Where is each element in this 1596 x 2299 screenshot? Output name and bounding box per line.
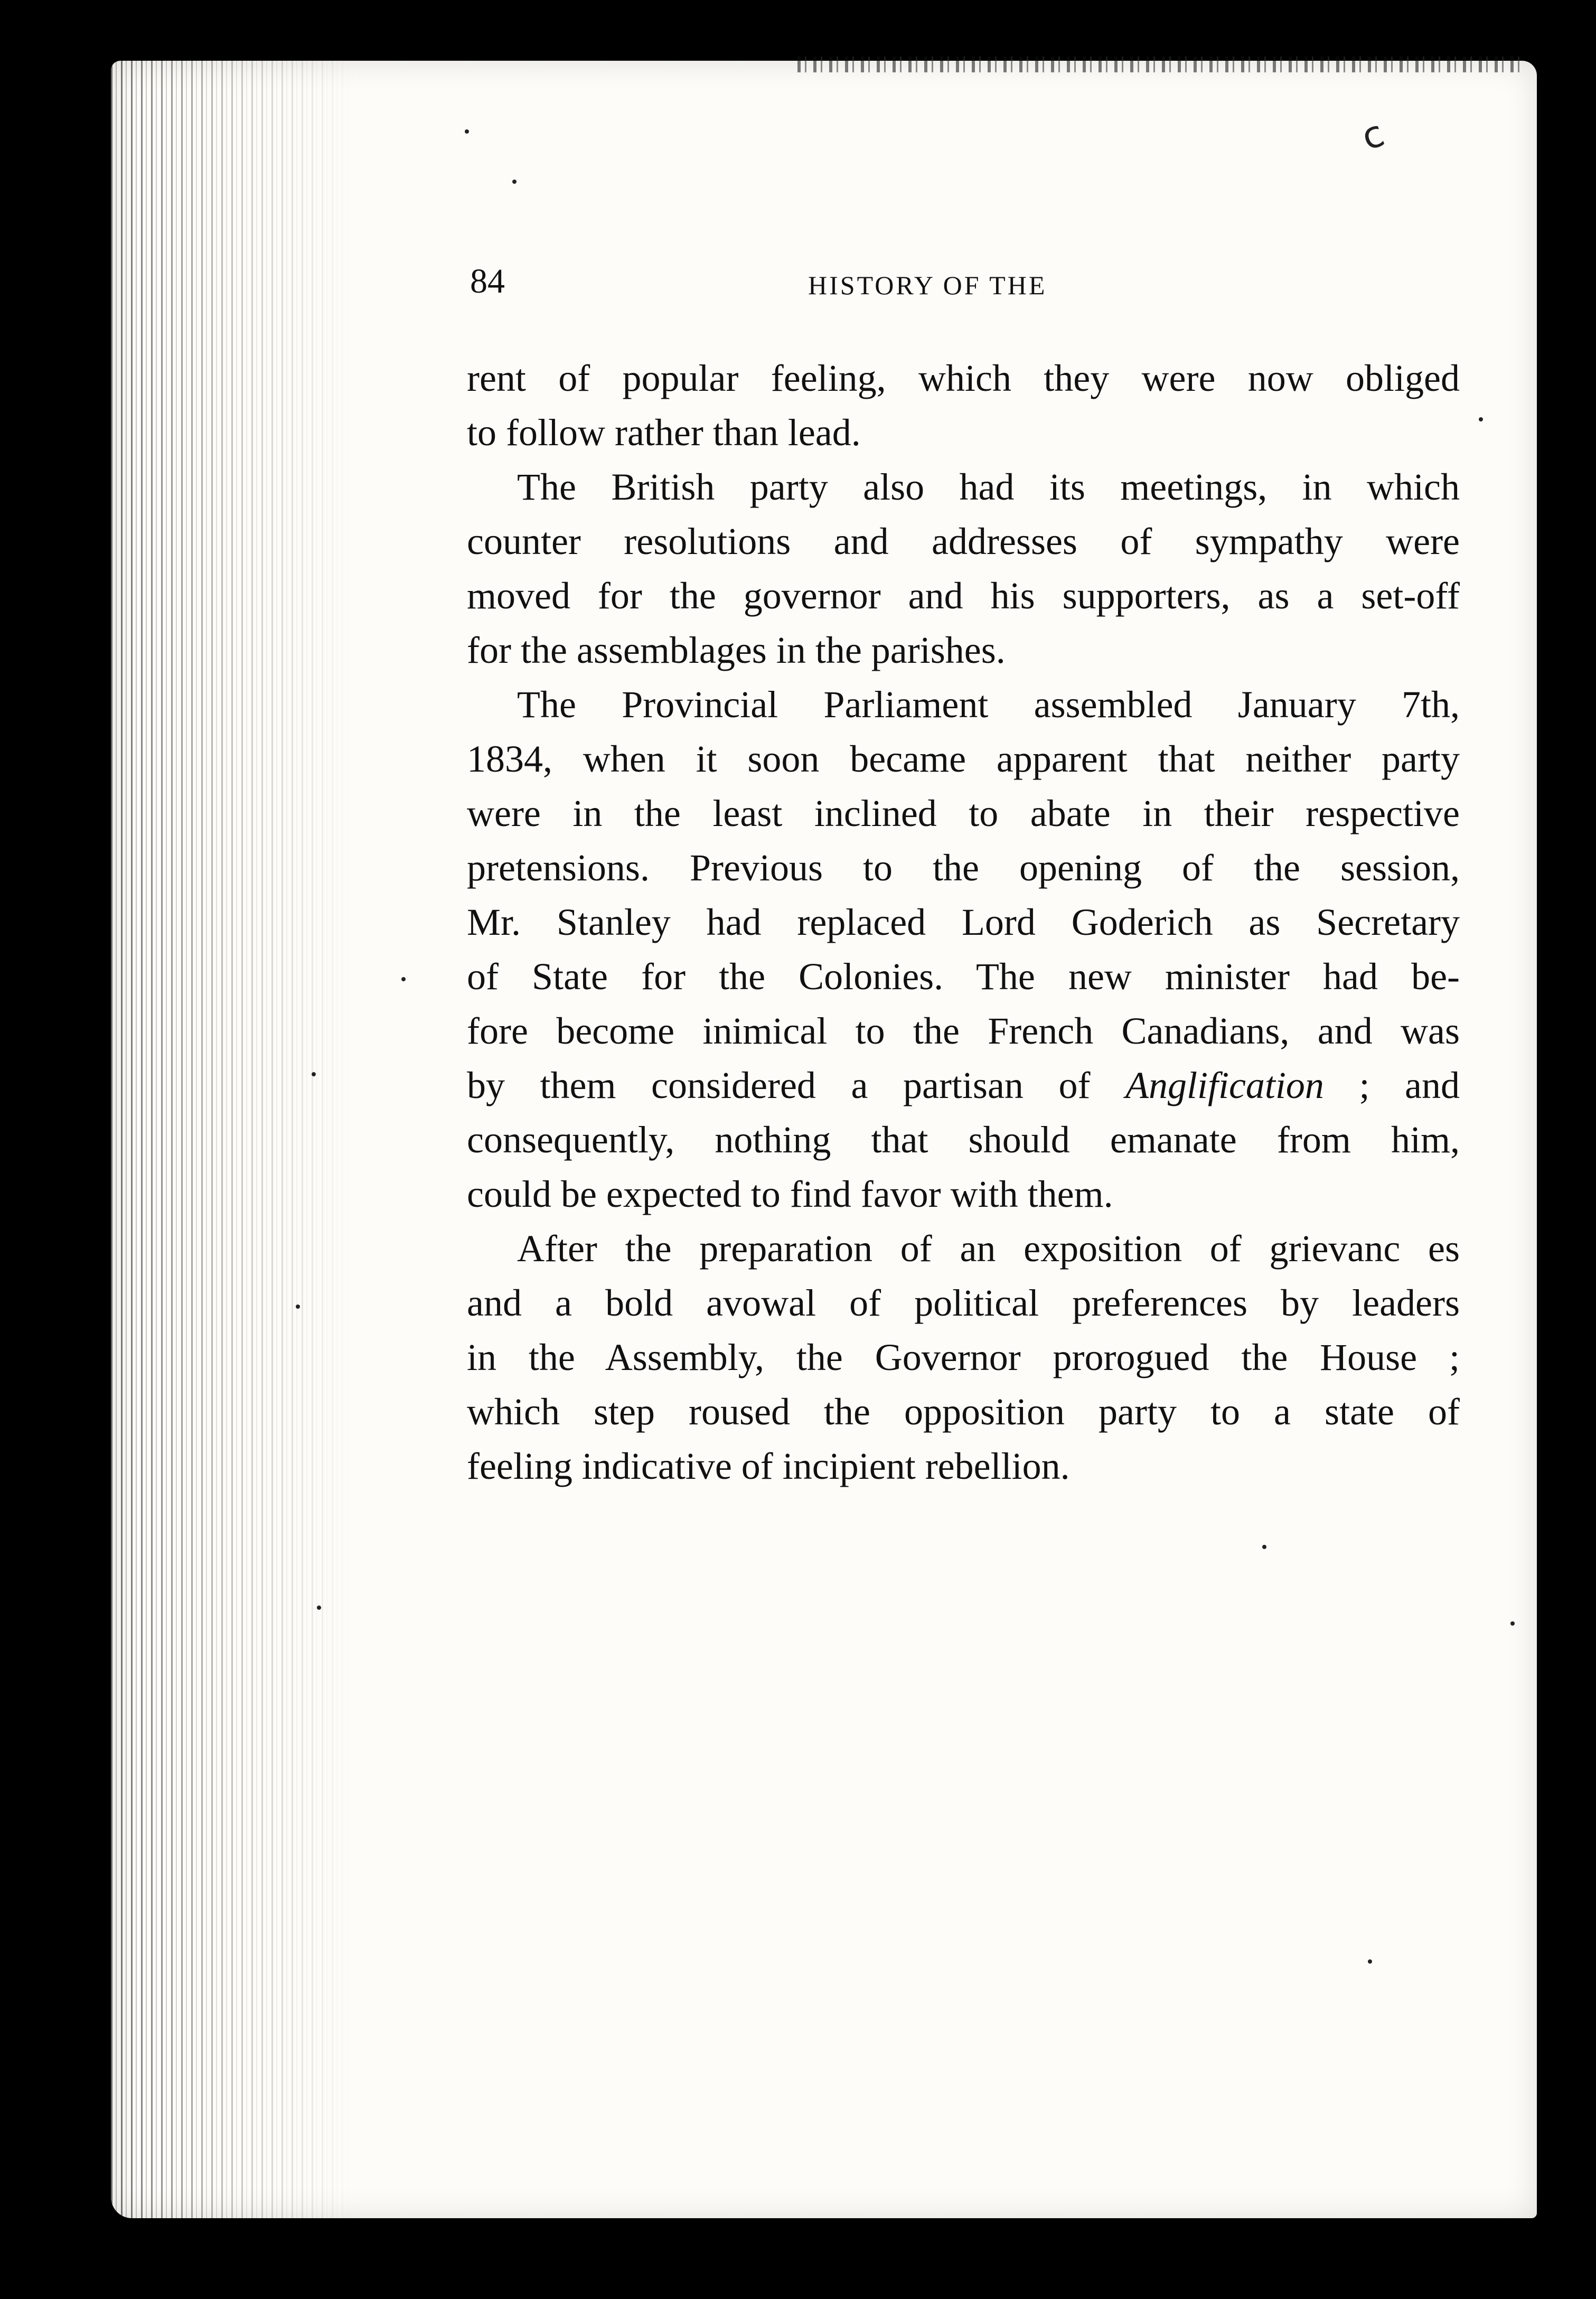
- text-line: After the preparation of an exposition of grievanc es: [517, 1227, 1460, 1270]
- text-line: Mr. Stanley had replaced Lord Goderich as Secretary: [467, 901, 1460, 943]
- scan-speck: [296, 1305, 300, 1309]
- paragraph-4: [467, 1222, 1460, 1494]
- text-line: to follow rather than lead.: [467, 411, 861, 454]
- text-line: which step roused the opposition party to a state of: [467, 1391, 1460, 1433]
- scan-speck: [512, 180, 517, 184]
- text-line: of State for the Colonies. The new minister had be-: [467, 955, 1460, 998]
- text-line: counter resolutions and addresses of sympathy were: [467, 520, 1460, 562]
- text-line: The British party also had its meetings, in which: [517, 466, 1460, 508]
- text-line: rent of popular feeling, which they were now obliged: [467, 357, 1460, 399]
- scan-speck: [317, 1606, 321, 1610]
- text-line: fore become inimical to the French Canadians, and was: [467, 1010, 1460, 1052]
- text-line: pretensions. Previous to the opening of the session,: [467, 847, 1460, 889]
- text-line: consequently, nothing that should emanate from him,: [467, 1119, 1460, 1161]
- scan-speck: [465, 129, 469, 134]
- text-line: in the Assembly, the Governor prorogued the House ;: [467, 1336, 1460, 1378]
- text-line: 1834, when it soon became apparent that neither party: [467, 738, 1460, 780]
- scan-speck: [1479, 417, 1483, 421]
- text-segment: ; and: [1323, 1064, 1460, 1106]
- italic-term: Anglification: [1125, 1064, 1324, 1106]
- page-number: 84: [470, 262, 505, 301]
- text-segment: by them considered a partisan of: [467, 1064, 1125, 1106]
- text-line: could be expected to find favor with them.: [467, 1173, 1113, 1215]
- scan-speck: [312, 1072, 316, 1076]
- scan-speck: [1368, 1959, 1372, 1964]
- scan-speck: [1262, 1545, 1266, 1549]
- paragraph-3: [467, 678, 1460, 1222]
- paragraph-2: [467, 460, 1460, 678]
- text-line: were in the least inclined to abate in their respective: [467, 792, 1460, 834]
- body-text: [467, 351, 1460, 1494]
- paragraph-1: [467, 351, 1460, 460]
- margin-mark: c: [1356, 111, 1390, 159]
- text-line: for the assemblages in the parishes.: [467, 629, 1006, 671]
- text-line: and a bold avowal of political preferences by leaders: [467, 1282, 1460, 1324]
- text-line: moved for the governor and his supporters, as a set-off: [467, 575, 1460, 617]
- scan-speck: [1510, 1621, 1515, 1626]
- text-line-with-italic: [467, 1058, 1460, 1113]
- scan-speck: [401, 977, 406, 981]
- text-line: The Provincial Parliament assembled January 7th,: [517, 683, 1460, 726]
- running-title: HISTORY OF THE: [808, 270, 1047, 300]
- text-line: feeling indicative of incipient rebellion.: [467, 1445, 1070, 1487]
